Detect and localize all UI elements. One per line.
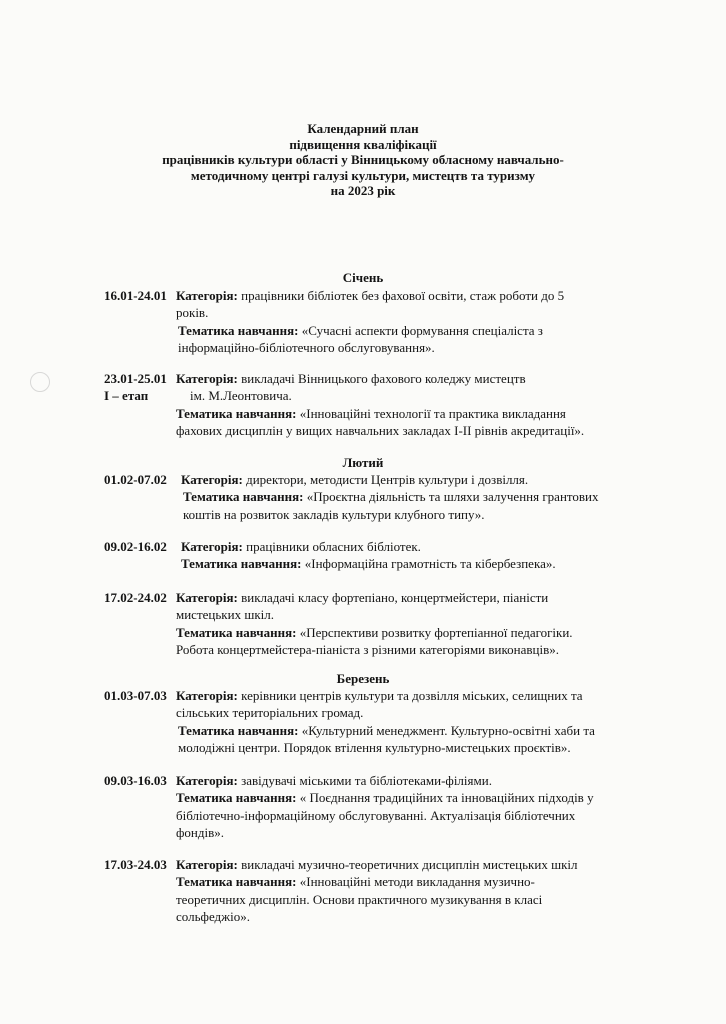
- topic-line: [178, 322, 543, 340]
- month-heading-march: Березень: [336, 671, 390, 686]
- topic-label: Тематика навчання:: [178, 323, 299, 338]
- category-label: Категорія:: [176, 773, 238, 788]
- category-text: працівники бібліотек без фахової освіти, стаж роботи до 5: [237, 288, 565, 303]
- topic-line: [183, 488, 599, 506]
- topic-text-cont: Робота концертмейстера-піаніста з різними категоріями виконавців».: [176, 642, 559, 657]
- category-label: Категорія:: [176, 371, 238, 386]
- header-subtitle: підвищення кваліфікації: [289, 136, 437, 152]
- topic-label: Тематика навчання:: [178, 723, 299, 738]
- category-text: працівники обласних бібліотек.: [242, 539, 421, 554]
- topic-line: [176, 405, 566, 423]
- topic-line: [176, 873, 535, 891]
- category-label: Категорія:: [176, 288, 238, 303]
- entry-date: 01.02-07.02: [104, 472, 167, 487]
- header-line-3: працівників культури області у Вінницькому обласному навчально-: [162, 152, 564, 167]
- topic-label: Тематика навчання:: [183, 489, 304, 504]
- topic-label: Тематика навчання:: [176, 790, 297, 805]
- scan-mark: [30, 372, 50, 392]
- category-text-cont: сільських територіальних громад.: [176, 705, 364, 720]
- category-label: Категорія:: [176, 590, 238, 605]
- category-line: [181, 538, 421, 556]
- header-line-4: методичному центрі галузі культури, мистецтв та туризму: [190, 167, 536, 183]
- category-text-cont: мистецьких шкіл.: [176, 607, 274, 622]
- category-line: [181, 471, 528, 489]
- category-text: викладачі музично-теоретичних дисциплін мистецьких шкіл: [237, 857, 578, 872]
- topic-text: «Інформаційна грамотність та кібербезпека».: [301, 556, 556, 571]
- category-line: [176, 772, 492, 790]
- topic-text-cont: теоретичних дисциплін. Основи практичного музикування в класі: [176, 892, 543, 907]
- category-text: викладачі Вінницького фахового коледжу мистецтв: [237, 371, 526, 386]
- category-label: Категорія:: [181, 539, 243, 554]
- topic-label: Тематика навчання:: [176, 874, 297, 889]
- entry-date: 17.02-24.02: [104, 590, 167, 605]
- topic-text-cont-2: сольфеджіо».: [176, 909, 250, 924]
- category-label: Категорія:: [176, 688, 238, 703]
- topic-label: Тематика навчання:: [181, 556, 302, 571]
- topic-text: « Поєднання традиційних та інноваційних підходів у: [296, 790, 594, 805]
- category-text: завідувачі міськими та бібліотеками-філіями.: [237, 773, 492, 788]
- month-heading-january: Січень: [342, 270, 384, 285]
- entry-date: 01.03-07.03: [104, 688, 167, 703]
- topic-text-cont: бібліотечно-інформаційному обслуговуванні. Актуалізація бібліотечних: [176, 808, 576, 823]
- category-text-cont: років.: [176, 305, 209, 320]
- topic-text: «Проєктна діяльність та шляхи залучення грантових: [303, 489, 599, 504]
- category-line: [176, 287, 564, 305]
- topic-text: «Перспективи розвитку фортепіанної педагогіки.: [296, 625, 573, 640]
- topic-text-cont: молодіжні центри. Порядок втілення культурно-мистецьких проєктів».: [178, 740, 571, 755]
- document-header: [0, 121, 726, 199]
- topic-line: [181, 555, 556, 573]
- category-label: Категорія:: [176, 857, 238, 872]
- category-text: викладачі класу фортепіано, концертмейстери, піаністи: [237, 590, 549, 605]
- category-text: керівники центрів культури та дозвілля міських, селищних та: [237, 688, 583, 703]
- category-text-cont: ім. М.Леонтовича.: [190, 388, 292, 403]
- category-line: [176, 589, 548, 607]
- entry-date: 09.02-16.02: [104, 539, 167, 554]
- topic-text: «Інноваційні технології та практика викладання: [296, 406, 566, 421]
- topic-text-cont-2: фондів».: [176, 825, 224, 840]
- topic-line: [176, 789, 594, 807]
- topic-line: [178, 722, 595, 740]
- header-year: на 2023 рік: [330, 183, 396, 198]
- topic-text-cont: інформаційно-бібліотечного обслуговування».: [178, 340, 435, 355]
- category-line: [176, 856, 578, 874]
- entry-stage: І – етап: [104, 388, 149, 403]
- topic-label: Тематика навчання:: [176, 406, 297, 421]
- topic-text: «Сучасні аспекти формування спеціаліста з: [298, 323, 543, 338]
- category-line: [176, 370, 526, 388]
- category-label: Категорія:: [181, 472, 243, 487]
- entry-date: 09.03-16.03: [104, 773, 167, 788]
- category-text: директори, методисти Центрів культури і дозвілля.: [242, 472, 529, 487]
- topic-label: Тематика навчання:: [176, 625, 297, 640]
- topic-text: «Інноваційні методи викладання музично-: [296, 874, 535, 889]
- entry-date: 16.01-24.01: [104, 288, 167, 303]
- topic-line: [176, 624, 573, 642]
- topic-text: «Культурний менеджмент. Культурно-освітні хаби та: [298, 723, 595, 738]
- category-line: [176, 687, 583, 705]
- topic-text-cont: фахових дисциплін у вищих навчальних закладах І-ІІ рівнів акредитації».: [176, 423, 585, 438]
- entry-date: 17.03-24.03: [104, 857, 167, 872]
- entry-date: 23.01-25.01: [104, 371, 167, 386]
- topic-text-cont: коштів на розвиток закладів культури клубного типу».: [183, 507, 485, 522]
- header-title: Календарний план: [307, 121, 419, 136]
- month-heading-february: Лютий: [342, 455, 384, 470]
